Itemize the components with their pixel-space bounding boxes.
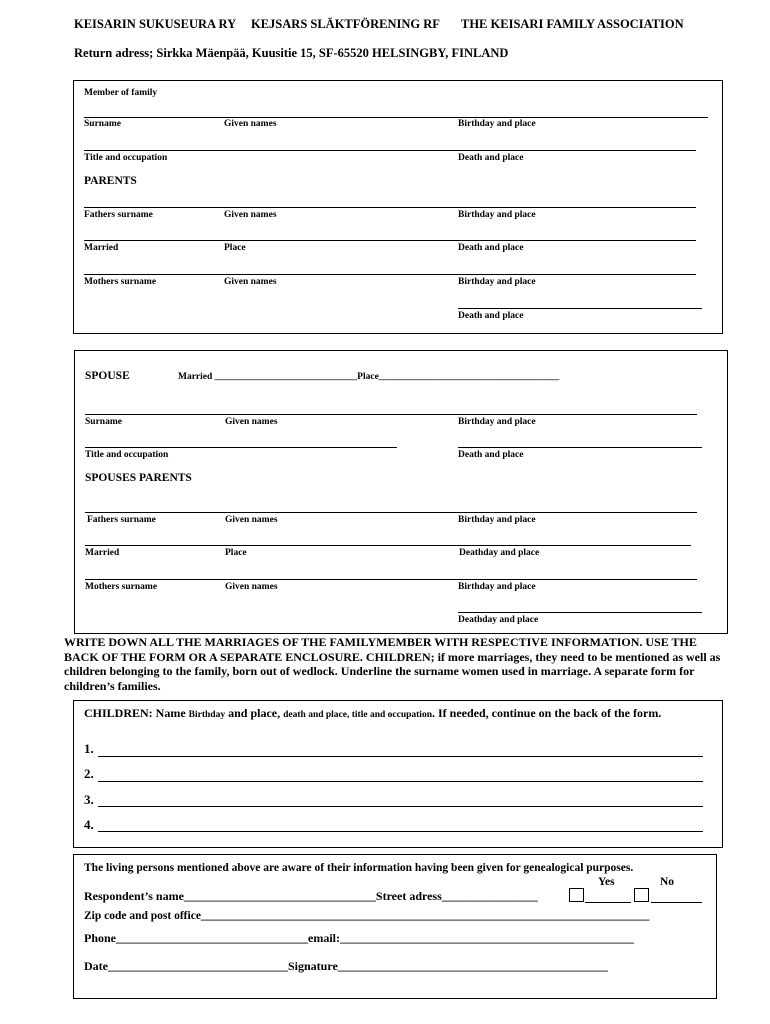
mother-birthday-label: Birthday and place bbox=[458, 277, 536, 287]
parents-heading: PARENTS bbox=[84, 175, 137, 187]
no-checkbox[interactable] bbox=[634, 888, 649, 902]
child-row-number: 3. bbox=[84, 792, 94, 807]
parents-married-place-label: Place bbox=[224, 243, 246, 253]
child-row bbox=[84, 792, 94, 808]
children-heading-continue: . If needed, continue on the back of the form. bbox=[431, 706, 662, 720]
consent-statement: The living persons mentioned above are aware of their information having been given for genealogical purposes. bbox=[84, 862, 634, 874]
spouse-title-occupation-label: Title and occupation bbox=[85, 450, 169, 460]
spouse-mother-death-input-line[interactable] bbox=[458, 612, 702, 613]
spouse-death-input-line[interactable] bbox=[458, 447, 702, 448]
children-heading bbox=[84, 706, 709, 723]
return-address: Return adress; Sirkka Mäenpää, Kuusitie 15, SF-65520 HELSINGBY, FINLAND bbox=[74, 46, 509, 60]
mothers-surname-label: Mothers surname bbox=[84, 277, 157, 287]
father-given-names-label: Given names bbox=[224, 210, 277, 220]
respondent-section bbox=[73, 854, 717, 999]
child-row-number: 4. bbox=[84, 817, 94, 832]
spouse-fathers-surname-label: Fathers surname bbox=[87, 515, 156, 525]
spouse-mother-given-names-label: Given names bbox=[225, 582, 278, 592]
mother-death-label: Death and place bbox=[458, 311, 524, 321]
child-row-input-line[interactable] bbox=[98, 781, 703, 782]
child-row bbox=[84, 817, 94, 833]
child-row bbox=[84, 741, 94, 757]
children-heading-sep: , bbox=[347, 710, 352, 720]
spouse-mother-input-line[interactable] bbox=[85, 579, 697, 580]
fathers-surname-label: Fathers surname bbox=[84, 210, 153, 220]
org-name-finnish: KEISARIN SUKUSEURA RY bbox=[74, 17, 237, 31]
spouse-title-input-line[interactable] bbox=[85, 447, 397, 448]
mother-death-input-line[interactable] bbox=[458, 308, 702, 309]
children-heading-birthday: Birthday bbox=[188, 710, 226, 720]
org-name-english: THE KEISARI FAMILY ASSOCIATION bbox=[461, 17, 684, 31]
title-occupation-input-line[interactable] bbox=[84, 150, 696, 151]
children-heading-death: death and place bbox=[283, 710, 347, 720]
surname-input-line[interactable] bbox=[84, 117, 708, 118]
mother-given-names-label: Given names bbox=[224, 277, 277, 287]
father-input-line[interactable] bbox=[84, 207, 696, 208]
spouse-father-input-line[interactable] bbox=[85, 512, 697, 513]
no-answer-line[interactable] bbox=[651, 902, 702, 903]
children-heading-place: and place, bbox=[225, 706, 284, 720]
mother-input-line[interactable] bbox=[84, 274, 696, 275]
children-section bbox=[73, 700, 723, 848]
spouse-given-names-label: Given names bbox=[225, 417, 278, 427]
spouse-mother-deathday-label: Deathday and place bbox=[458, 615, 539, 625]
phone-email-line[interactable]: Phone________________________________email:_________________________________________________ bbox=[84, 931, 634, 945]
no-label: No bbox=[660, 876, 675, 888]
children-heading-name: CHILDREN: Name bbox=[84, 706, 189, 720]
spouses-parents-heading: SPOUSES PARENTS bbox=[85, 472, 192, 484]
member-title: Member of family bbox=[84, 88, 158, 98]
spouse-death-label: Death and place bbox=[458, 450, 524, 460]
children-heading-title: title and occupation bbox=[351, 710, 432, 720]
given-names-label: Given names bbox=[224, 119, 277, 129]
org-name-swedish: KEJSARS SLÄKTFÖRENING RF bbox=[251, 17, 440, 31]
zip-post-office-line[interactable]: Zip code and post office______________________________________________________________________________ bbox=[84, 910, 650, 922]
title-occupation-label: Title and occupation bbox=[84, 153, 168, 163]
spouse-section bbox=[74, 350, 728, 634]
spouse-married-place-line[interactable]: Married ______________________________Place______________________________________ bbox=[178, 372, 560, 382]
spouse-mothers-surname-label: Mothers surname bbox=[85, 582, 158, 592]
instructions-paragraph: WRITE DOWN ALL THE MARRIAGES OF THE FAMILYMEMBER WITH RESPECTIVE INFORMATION. USE THE BACK OF THE FORM OR A SEPARATE ENCLOSURE. CHILDREN; if more marriages, they need to be mentioned as well as children belonging to the family, born out of wedlock. Underline the surname women used in marriage. A separate form for children’s families. bbox=[64, 635, 721, 693]
spouse-father-birthday-label: Birthday and place bbox=[458, 515, 536, 525]
spouse-surname-input-line[interactable] bbox=[85, 414, 697, 415]
parents-married-label: Married bbox=[84, 243, 119, 253]
spouse-father-given-names-label: Given names bbox=[225, 515, 278, 525]
spouse-birthday-label: Birthday and place bbox=[458, 417, 536, 427]
spouse-parents-place-label: Place bbox=[225, 548, 247, 558]
child-row-input-line[interactable] bbox=[98, 831, 703, 832]
spouse-parents-married-label: Married bbox=[85, 548, 120, 558]
parents-married-input-line[interactable] bbox=[84, 240, 696, 241]
child-row-number: 1. bbox=[84, 741, 94, 756]
child-row-input-line[interactable] bbox=[98, 806, 703, 807]
spouse-surname-label: Surname bbox=[85, 417, 122, 427]
spouse-parents-married-input-line[interactable] bbox=[85, 545, 691, 546]
child-row-input-line[interactable] bbox=[98, 756, 703, 757]
spouse-heading: SPOUSE bbox=[85, 370, 130, 382]
father-birthday-label: Birthday and place bbox=[458, 210, 536, 220]
birthday-place-label: Birthday and place bbox=[458, 119, 536, 129]
respondent-name-street-line[interactable]: Respondent’s name________________________________Street adress________________ bbox=[84, 889, 538, 903]
father-death-label: Death and place bbox=[458, 243, 524, 253]
yes-checkbox[interactable] bbox=[569, 888, 584, 902]
death-place-label: Death and place bbox=[458, 153, 524, 163]
yes-label: Yes bbox=[598, 876, 615, 888]
surname-label: Surname bbox=[84, 119, 121, 129]
spouse-father-deathday-label: Deathday and place bbox=[459, 548, 540, 558]
child-row-number: 2. bbox=[84, 766, 94, 781]
spouse-mother-birthday-label: Birthday and place bbox=[458, 582, 536, 592]
member-section bbox=[73, 80, 723, 334]
child-row bbox=[84, 766, 94, 782]
yes-answer-line[interactable] bbox=[585, 902, 631, 903]
date-signature-line[interactable]: Date______________________________Signature_____________________________________________ bbox=[84, 959, 608, 973]
